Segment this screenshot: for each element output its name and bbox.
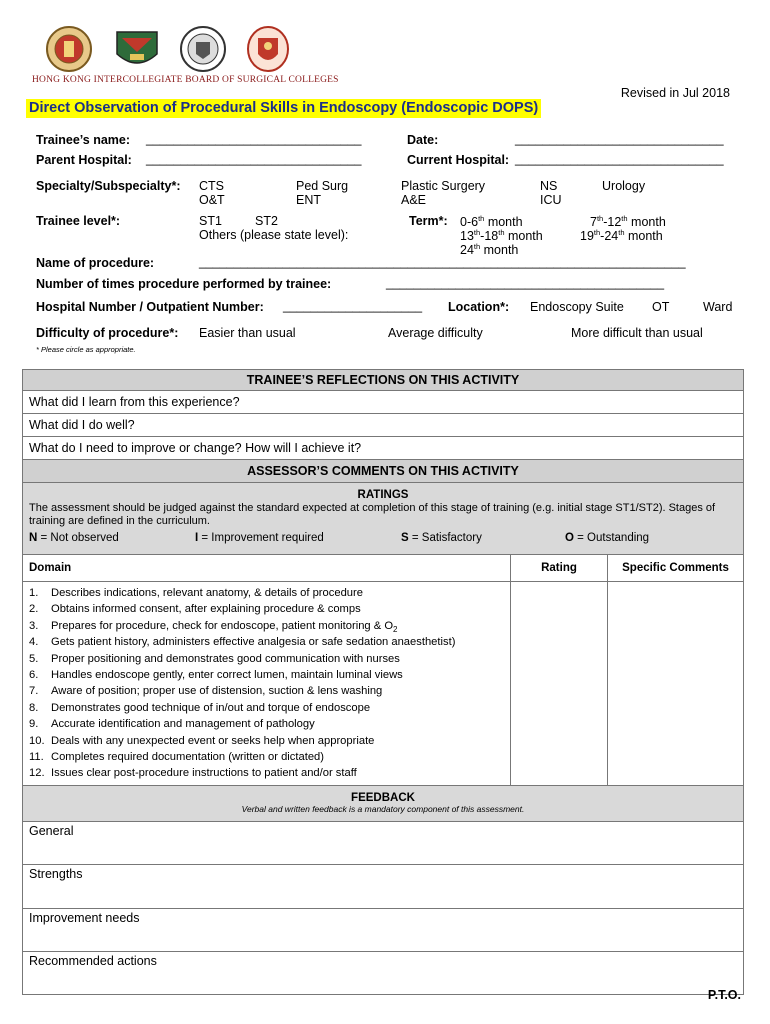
domain-item [29,585,504,601]
specialty-option-ns[interactable]: NS [540,179,558,193]
domain-number: 12. [29,767,45,780]
college-crest-3-icon [178,24,228,74]
domain-number: 8. [29,701,39,714]
term-label: Term*: [409,214,448,228]
domain-text: Describes indications, relevant anatomy, & details of procedure [51,587,363,599]
times-field[interactable]: ________________________________________ [386,276,665,290]
domain-item [29,683,504,699]
specialty-option-ot[interactable]: O&T [199,193,225,207]
ratings-title: RATINGS [357,489,409,501]
domain-item [29,667,504,683]
feedback-header-cell [23,785,744,821]
difficulty-option-harder[interactable]: More difficult than usual [571,326,703,340]
domain-item [29,700,504,716]
feedback-header: FEEDBACK [351,792,415,805]
rating-column-header: Rating [511,555,608,582]
level-option-st2[interactable]: ST2 [255,214,278,228]
ratings-box [23,483,744,555]
domain-text: Prepares for procedure, check for endoscope, patient monitoring & O [51,619,394,632]
domain-number: 6. [29,668,39,681]
difficulty-option-average[interactable]: Average difficulty [388,326,483,340]
reflection-question-well[interactable]: What did I do well? [23,414,744,437]
trainee-name-label: Trainee’s name: [36,133,131,147]
domain-subscript: 2 [393,625,398,635]
current-hospital-field[interactable]: ______________________________ [515,152,724,166]
domain-text: Gets patient history, administers effective analgesia or safe sedation anaesthetist) [51,636,456,649]
specific-comments-cell[interactable] [608,582,744,786]
page-title: Direct Observation of Procedural Skills in Endoscopy (Endoscopic DOPS) [26,99,541,118]
college-crest-4-icon [242,24,294,74]
specialty-option-urology[interactable]: Urology [602,179,646,193]
assessment-table [22,369,744,995]
domain-item [29,634,504,650]
domain-text: Accurate identification and management of pathology [51,718,315,731]
domain-text: Completes required documentation (written or dictated) [51,750,324,763]
domain-number: 11. [29,750,44,763]
pto-label: P.T.O. [707,988,741,1002]
feedback-improvement-needs[interactable]: Improvement needs [23,908,744,951]
procedure-label: Name of procedure: [36,256,155,270]
ratings-scale [29,532,737,548]
comments-column-header: Specific Comments [608,555,744,582]
parent-hospital-field[interactable]: _______________________________ [146,152,362,166]
location-label: Location*: [448,300,510,314]
footnote: * Please circle as appropriate. [36,345,136,354]
college-logos [32,24,339,90]
specialty-option-plastic[interactable]: Plastic Surgery [401,179,486,193]
specialty-option-ped-surg[interactable]: Ped Surg [296,179,349,193]
specialty-option-ent[interactable]: ENT [296,193,321,207]
hospital-number-label: Hospital Number / Outpatient Number: [36,300,264,314]
scale-not-observed: N = Not observed [29,532,119,544]
domain-number: 5. [29,652,39,665]
rating-cell[interactable] [511,582,608,786]
domain-item [29,716,504,732]
level-option-st1[interactable]: ST1 [199,214,222,228]
domain-number: 1. [29,587,39,599]
specialty-label: Specialty/Subspecialty*: [36,179,181,193]
domain-item [29,733,504,749]
domain-text: Obtains informed consent, after explaining procedure & comps [51,603,361,616]
procedure-field[interactable]: ______________________________________________________________________ [199,255,686,269]
revised-date: Revised in Jul 2018 [620,86,730,100]
domain-item [29,651,504,667]
domain-number: 9. [29,718,39,731]
difficulty-option-easier[interactable]: Easier than usual [199,326,296,340]
times-label: Number of times procedure performed by trainee: [36,277,332,291]
location-option-endoscopy[interactable]: Endoscopy Suite [530,300,624,314]
difficulty-label: Difficulty of procedure*: [36,326,179,340]
feedback-subtitle: Verbal and written feedback is a mandatory component of this assessment. [241,804,525,815]
term-option-7-12[interactable]: 7th-12th month [590,214,666,230]
ratings-description: The assessment should be judged against the standard expected at completion of this stage of training (e.g. initial stage ST1/ST2). Stages of training are defined in the curriculum. [29,502,716,527]
org-name: HONG KONG INTERCOLLEGIATE BOARD OF SURGICAL COLLEGES [32,75,339,85]
trainee-level-label: Trainee level*: [36,214,121,228]
domain-list [23,582,511,786]
domain-text: Proper positioning and demonstrates good communication with nurses [51,652,400,665]
scale-improvement: I = Improvement required [195,532,324,544]
domain-text: Issues clear post-procedure instructions to patient and/or staff [51,767,357,780]
specialty-option-cts[interactable]: CTS [199,179,224,193]
feedback-general[interactable]: General [23,821,744,864]
feedback-recommended-actions[interactable]: Recommended actions [23,951,744,994]
domain-number: 4. [29,636,39,649]
location-option-ward[interactable]: Ward [703,300,733,314]
feedback-strengths[interactable]: Strengths [23,864,744,908]
domain-column-header: Domain [23,555,511,582]
date-field[interactable]: ______________________________ [515,132,724,146]
scale-satisfactory: S = Satisfactory [401,532,482,544]
term-option-13-18[interactable]: 13th-18th month [460,228,543,244]
scale-outstanding: O = Outstanding [565,532,650,544]
domain-item [29,618,504,634]
domain-text: Aware of position; proper use of distension, suction & lens washing [51,685,383,698]
date-label: Date: [407,133,439,147]
reflections-header: TRAINEE’S REFLECTIONS ON THIS ACTIVITY [23,370,744,391]
term-option-24[interactable]: 24th month [460,242,519,258]
level-option-others[interactable]: Others (please state level): [199,228,349,242]
reflection-question-improve[interactable]: What do I need to improve or change? How will I achieve it? [23,437,744,460]
reflection-question-learn[interactable]: What did I learn from this experience? [23,391,744,414]
trainee-name-field[interactable]: _______________________________ [146,132,362,146]
domain-number: 7. [29,685,39,698]
domain-item [29,765,504,781]
term-option-19-24[interactable]: 19th-24th month [580,228,663,244]
assessor-header: ASSESSOR’S COMMENTS ON THIS ACTIVITY [23,460,744,483]
college-crest-1-icon [42,24,96,74]
college-crest-2-icon [112,24,162,74]
specialty-option-ae[interactable]: A&E [401,193,427,207]
domain-number: 2. [29,603,39,616]
domain-number: 3. [29,619,39,632]
parent-hospital-label: Parent Hospital: [36,153,132,167]
domain-number: 10. [29,734,45,747]
term-option-0-6[interactable]: 0-6th month [460,214,523,230]
location-option-ot[interactable]: OT [652,300,670,314]
domain-text: Deals with any unexpected event or seeks help when appropriate [51,734,375,747]
specialty-option-icu[interactable]: ICU [540,193,562,207]
domain-text: Demonstrates good technique of in/out and torque of endoscope [51,701,371,714]
domain-text: Handles endoscope gently, enter correct lumen, maintain luminal views [51,668,403,681]
domain-item [29,749,504,765]
hospital-number-field[interactable]: ____________________ [283,299,423,313]
domain-item [29,601,504,617]
current-hospital-label: Current Hospital: [407,153,510,167]
